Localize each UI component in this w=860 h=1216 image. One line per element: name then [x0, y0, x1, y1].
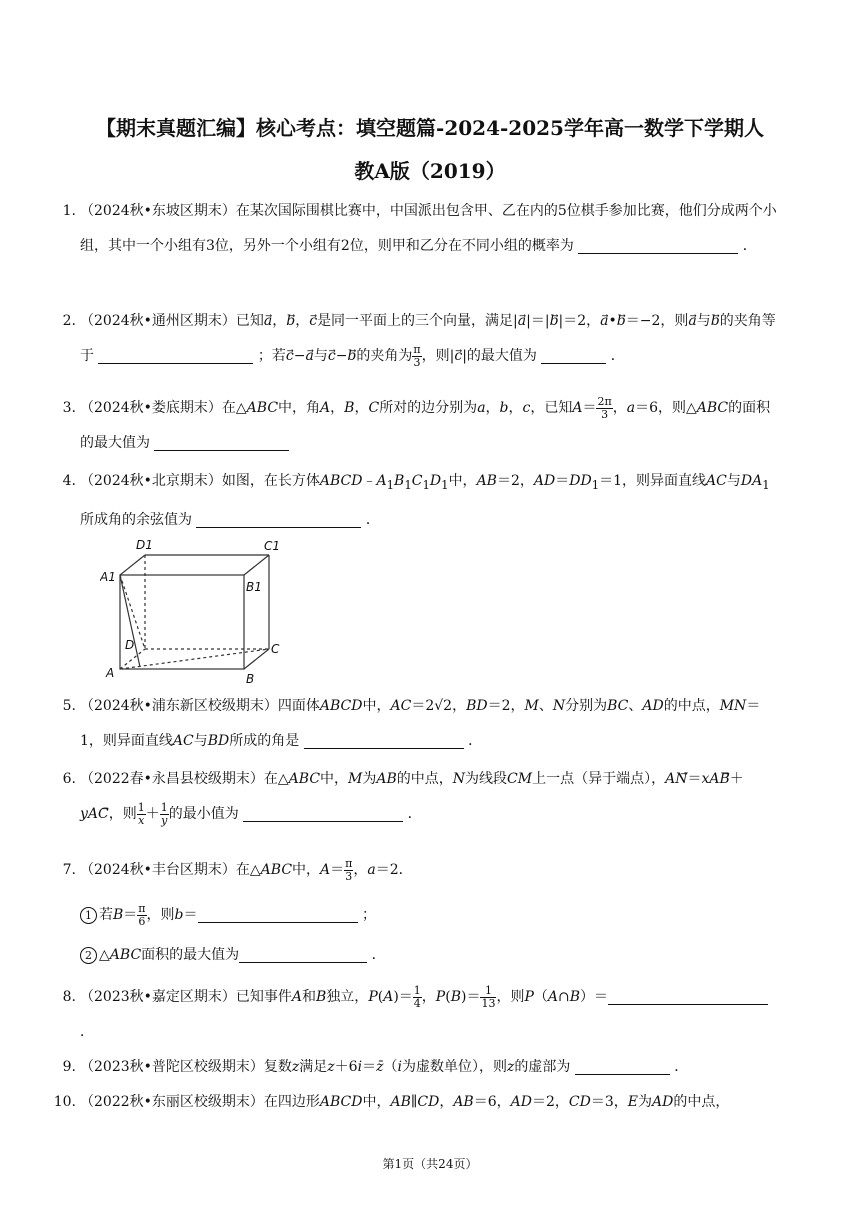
question-source: （2024秋•东坡区期末）: [80, 203, 236, 219]
document-title-line1: 【期末真题汇编】核心考点：填空题篇-2024-2025学年高一数学下学期人: [96, 116, 764, 140]
question-9: 9. （2023秋•普陀区校级期末）复数z满足z＋6i＝z̄（i为虚数单位），则z的虚部为 ．: [80, 1050, 780, 1085]
label-b1: B1: [246, 580, 262, 594]
label-a: A: [106, 666, 115, 680]
question-number: 8.: [62, 989, 76, 1005]
label-c: C: [271, 642, 280, 656]
answer-blank[interactable]: [608, 986, 768, 1005]
answer-blank[interactable]: [196, 509, 361, 528]
question-source: （2024秋•娄底期末）: [80, 400, 222, 416]
circled-number-2: 2: [80, 947, 97, 964]
question-source: （2024秋•浦东新区校级期末）: [80, 698, 278, 714]
question-number: 3.: [62, 400, 76, 416]
question-number: 9.: [62, 1059, 76, 1075]
question-number: 10.: [53, 1094, 76, 1110]
label-d: D: [125, 638, 135, 652]
question-3: 3. （2024秋•娄底期末）在△ABC中，角A，B，C所对的边分别为a，b，c，已知A＝ $\frac{2\pi}{3}$ ，a＝6，则△ABC的面积的最大值为: [80, 391, 780, 461]
answer-blank[interactable]: [243, 803, 403, 822]
question-number: 6.: [62, 771, 76, 787]
question-number: 2.: [62, 313, 76, 329]
answer-blank[interactable]: [541, 345, 606, 364]
question-source: （2024秋•北京期末）: [80, 473, 222, 489]
question-7-part-2: 2 △ABC面积的最大值为 ．: [80, 938, 780, 973]
question-5: 5. （2024秋•浦东新区校级期末）四面体ABCD中，AC＝2√2，BD＝2，M、N分别为BC、AD的中点，MN＝1，则异面直线AC与BD所成的角是 ．: [80, 689, 780, 759]
question-source: （2023秋•嘉定区期末）: [80, 989, 236, 1005]
question-7: 7. （2024秋•丰台区期末）在△ABC中，A＝ $\frac{\pi}{3}$ ，a＝2．: [80, 853, 780, 888]
label-d1: D1: [136, 538, 153, 552]
question-number: 4.: [62, 473, 76, 489]
label-a1: A1: [100, 570, 116, 584]
cuboid-figure: [100, 537, 285, 687]
label-b: B: [246, 672, 255, 686]
answer-blank[interactable]: [154, 432, 289, 451]
question-source: （2023秋•普陀区校级期末）: [80, 1059, 264, 1075]
question-7-part-1: 1 若B＝ $\frac{\pi}{6}$ ，则b＝ ；: [80, 898, 780, 933]
question-source: （2022春•永昌县校级期末）: [80, 771, 264, 787]
answer-blank[interactable]: [239, 944, 367, 963]
question-10: 10. （2022秋•东丽区校级期末）在四边形ABCD中，AB∥CD，AB＝6，AD＝2，CD＝3，E为AD的中点，: [80, 1085, 780, 1120]
answer-blank[interactable]: [198, 904, 358, 923]
document-title-line2: 教A版（2019）: [354, 159, 506, 183]
question-2: 2. （2024秋•通州区期末）已知a⃗，b⃗，c⃗是同一平面上的三个向量，满足|a⃗|＝|b⃗|＝2，a⃗•b⃗＝−2，则a⃗与b⃗的夹角等于 ；若c⃗−a⃗与c⃗−b⃗的夹角为 $\frac{\pi}{3}$ ，则|c⃗|的最大值为 ．: [80, 304, 780, 374]
circled-number-1: 1: [80, 907, 97, 924]
question-8: 8. （2023秋•嘉定区期末）已知事件A和B独立，P(A)＝ $\frac{1}{4}$ ，P(B)＝ $\frac{1}{13}$ ，则P（A∩B）＝ ．: [80, 980, 780, 1050]
answer-blank[interactable]: [578, 235, 738, 254]
answer-blank[interactable]: [575, 1056, 670, 1075]
question-source: （2024秋•通州区期末）: [80, 313, 236, 329]
question-source: （2022秋•东丽区校级期末）: [80, 1094, 264, 1110]
question-number: 7.: [62, 862, 76, 878]
label-c1: C1: [264, 539, 281, 553]
question-6: 6. （2022春•永昌县校级期末）在△ABC中，M为AB的中点，N为线段CM上一点（异于端点），AN⃗＝xAB⃗＋yAC⃗，则 $\frac{1}{x}$ ＋ $\frac{1}{y}$ 的最小值为 ．: [80, 762, 780, 832]
answer-blank[interactable]: [98, 345, 253, 364]
question-number: 5.: [62, 698, 76, 714]
question-1: 1. （2024秋•东坡区期末）在某次国际围棋比赛中，中国派出包含甲、乙在内的5位棋手参加比赛，他们分成两个小组，其中一个小组有3位，另外一个小组有2位，则甲和乙分在不同小组的概率为 ．: [80, 194, 780, 264]
answer-blank[interactable]: [304, 730, 464, 749]
page-footer: 第1页（共24页）: [382, 1157, 478, 1171]
question-source: （2024秋•丰台区期末）: [80, 862, 236, 878]
question-4: 4. （2024秋•北京期末）如图，在长方体$ABCD﹣A_1B_1C_1D_1$中，AB＝2，$AD=DD_1=1$，则异面直线AC与$DA_1$所成角的余弦值为 ．: [80, 464, 780, 538]
question-number: 1.: [62, 203, 76, 219]
